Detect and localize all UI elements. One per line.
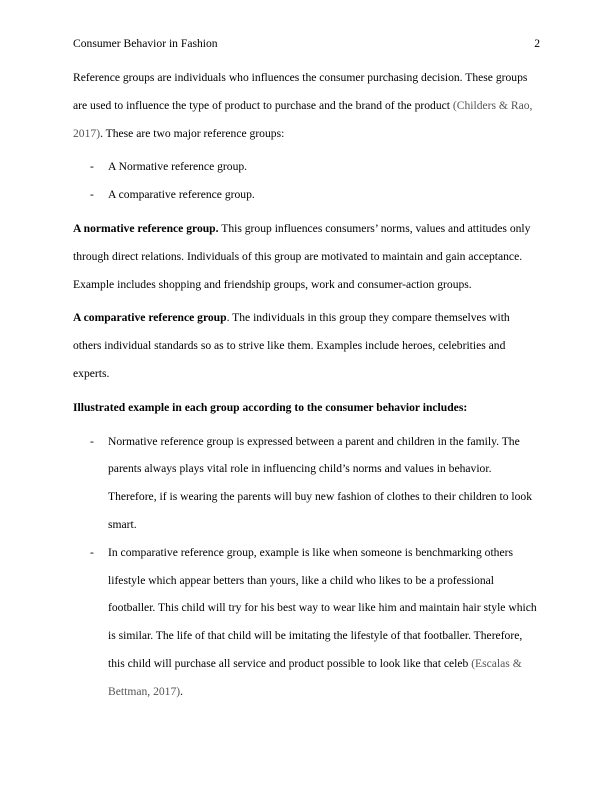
examples-list bbox=[73, 428, 540, 706]
examples-heading bbox=[73, 394, 540, 422]
intro-text-after: . These are two major reference groups: bbox=[100, 126, 285, 140]
running-head: Consumer Behavior in Fashion bbox=[73, 37, 218, 50]
normative-heading: A normative reference group. bbox=[73, 221, 219, 235]
dash-marker: - bbox=[90, 434, 94, 448]
dash-marker: - bbox=[90, 545, 94, 559]
page-number: 2 bbox=[534, 37, 540, 50]
comparative-text: . The individuals in this group they compare themselves with others individual standards so as to strive like them. Examples include heroes, celebrities and experts. bbox=[73, 311, 510, 380]
intro-citation: (Childers & Rao, 2017) bbox=[73, 98, 533, 140]
examples-heading-text: Illustrated example in each group according to the consumer behavior includes: bbox=[73, 400, 468, 414]
document-body bbox=[73, 64, 540, 712]
example-text: In comparative reference group, example is like when someone is benchmarking others lifestyle which appear betters than yours, like a child who likes to be a professional footballer. This child will try for his best way to wear like him and maintain hair style which is similar. The life of that child will be imitating the lifestyle of that footballer. Therefore, this child will purchase all service and product possible to look like that celeb bbox=[108, 545, 537, 670]
list-item-text: A comparative reference group. bbox=[108, 188, 255, 202]
list-item-text: A Normative reference group. bbox=[108, 160, 248, 174]
intro-paragraph bbox=[73, 64, 540, 147]
example-text-after: . bbox=[180, 684, 184, 698]
comparative-paragraph bbox=[73, 304, 540, 387]
dash-marker: - bbox=[90, 188, 94, 202]
example-text: Normative reference group is expressed between a parent and children in the family. The parents always plays vital role in influencing child’s norms and values in behavior. Therefore, if is wearing the parents will buy new fashion of clothes to their children to look smart. bbox=[108, 434, 533, 531]
list-item bbox=[73, 539, 540, 706]
reference-group-list bbox=[73, 153, 540, 209]
dash-marker: - bbox=[90, 160, 94, 174]
page-header bbox=[73, 37, 540, 51]
normative-paragraph bbox=[73, 215, 540, 298]
list-item bbox=[73, 428, 540, 539]
normative-text: This group influences consumers’ norms, values and attitudes only through direct relations. Individuals of this group are motivated to maintain and gain acceptance. Example includes shopping and friendship groups, work and consumer-action groups. bbox=[73, 221, 531, 291]
list-item bbox=[73, 153, 540, 181]
list-item bbox=[73, 181, 540, 209]
example-citation: (Escalas & Bettman, 2017) bbox=[108, 656, 522, 698]
intro-text: Reference groups are individuals who influences the consumer purchasing decision. These groups are used to influence the type of product to purchase and the brand of the product bbox=[73, 71, 528, 112]
comparative-heading: A comparative reference group bbox=[73, 311, 227, 325]
